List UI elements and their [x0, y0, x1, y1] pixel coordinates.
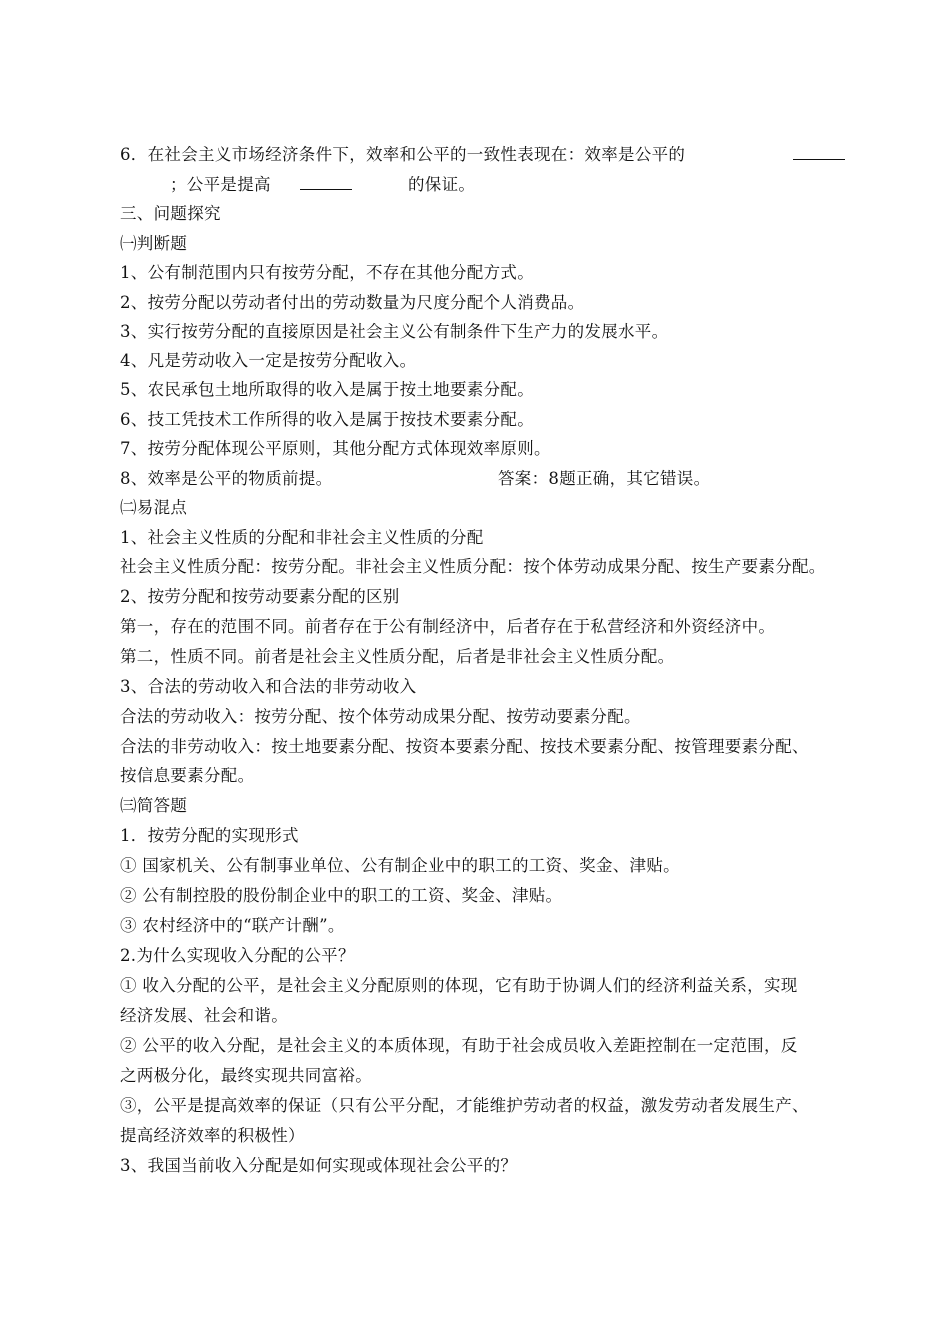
- confuse-line: 合法的劳动收入：按劳分配、按个体劳动成果分配、按劳动要素分配。: [120, 707, 641, 726]
- q6-blank-2: [300, 175, 352, 190]
- q6-text-2: ；公平是提高: [170, 175, 271, 194]
- short-line: ② 公平的收入分配，是社会主义的本质体现，有助于社会成员收入差距控制在一定范围，反: [120, 1036, 798, 1055]
- short-line: ① 收入分配的公平，是社会主义分配原则的体现，它有助于协调人们的经济利益关系，实现: [120, 976, 798, 995]
- judge-item: 6、技工凭技术工作所得的收入是属于按技术要素分配。: [120, 410, 534, 429]
- q6-blank-1: [793, 145, 845, 160]
- confuse-line: 1、社会主义性质的分配和非社会主义性质的分配: [120, 528, 484, 547]
- confuse-line: 合法的非劳动收入：按土地要素分配、按资本要素分配、按技术要素分配、按管理要素分配、: [120, 737, 809, 756]
- short-heading: ㈢简答题: [120, 796, 188, 815]
- short-line: 1．按劳分配的实现形式: [120, 826, 299, 845]
- judge-item: 8、效率是公平的物质前提。: [120, 469, 333, 488]
- short-line: 提高经济效率的积极性）: [120, 1126, 305, 1145]
- judge-item: 2、按劳分配以劳动者付出的劳动数量为尺度分配个人消费品。: [120, 293, 585, 312]
- confuse-line: 社会主义性质分配：按劳分配。非社会主义性质分配：按个体劳动成果分配、按生产要素分配。: [120, 557, 826, 576]
- q6-line-1: [120, 145, 685, 165]
- short-line: ② 公有制控股的股份制企业中的职工的工资、奖金、津贴。: [120, 886, 563, 905]
- confuse-line: 第二，性质不同。前者是社会主义性质分配，后者是非社会主义性质分配。: [120, 647, 675, 666]
- q6-text-3: 的保证。: [408, 175, 476, 194]
- short-line: ③ 农村经济中的“联产计酬”。: [120, 916, 345, 935]
- confuse-line: 3、合法的劳动收入和合法的非劳动收入: [120, 677, 417, 696]
- confuse-heading: ㈡易混点: [120, 498, 188, 517]
- short-line: 之两极分化，最终实现共同富裕。: [120, 1066, 372, 1085]
- section-heading: 三、问题探究: [120, 204, 221, 223]
- short-line: ① 国家机关、公有制事业单位、公有制企业中的职工的工资、奖金、津贴。: [120, 856, 680, 875]
- short-line: ③，公平是提高效率的保证（只有公平分配，才能维护劳动者的权益，激发劳动者发展生产、: [120, 1096, 809, 1115]
- judge-item: 4、凡是劳动收入一定是按劳分配收入。: [120, 351, 417, 370]
- confuse-line: 2、按劳分配和按劳动要素分配的区别: [120, 587, 400, 606]
- confuse-line: 按信息要素分配。: [120, 766, 255, 785]
- judge-item: 5、农民承包土地所取得的收入是属于按土地要素分配。: [120, 380, 534, 399]
- judge-heading: ㈠判断题: [120, 234, 188, 253]
- short-line: 经济发展、社会和谐。: [120, 1006, 288, 1025]
- confuse-line: 第一，存在的范围不同。前者存在于公有制经济中，后者存在于私营经济和外资经济中。: [120, 617, 776, 636]
- short-line: 3、我国当前收入分配是如何实现或体现社会公平的？: [120, 1156, 518, 1175]
- judge-answer: 答案：8题正确，其它错误。: [498, 469, 711, 488]
- judge-item-8-row: [120, 469, 711, 489]
- q6-text-1: 6．在社会主义市场经济条件下，效率和公平的一致性表现在：效率是公平的: [120, 145, 686, 164]
- judge-item: 3、实行按劳分配的直接原因是社会主义公有制条件下生产力的发展水平。: [120, 322, 669, 341]
- judge-item: 1、公有制范围内只有按劳分配，不存在其他分配方式。: [120, 263, 534, 282]
- judge-item: 7、按劳分配体现公平原则，其他分配方式体现效率原则。: [120, 439, 551, 458]
- short-line: 2.为什么实现收入分配的公平？: [120, 946, 355, 965]
